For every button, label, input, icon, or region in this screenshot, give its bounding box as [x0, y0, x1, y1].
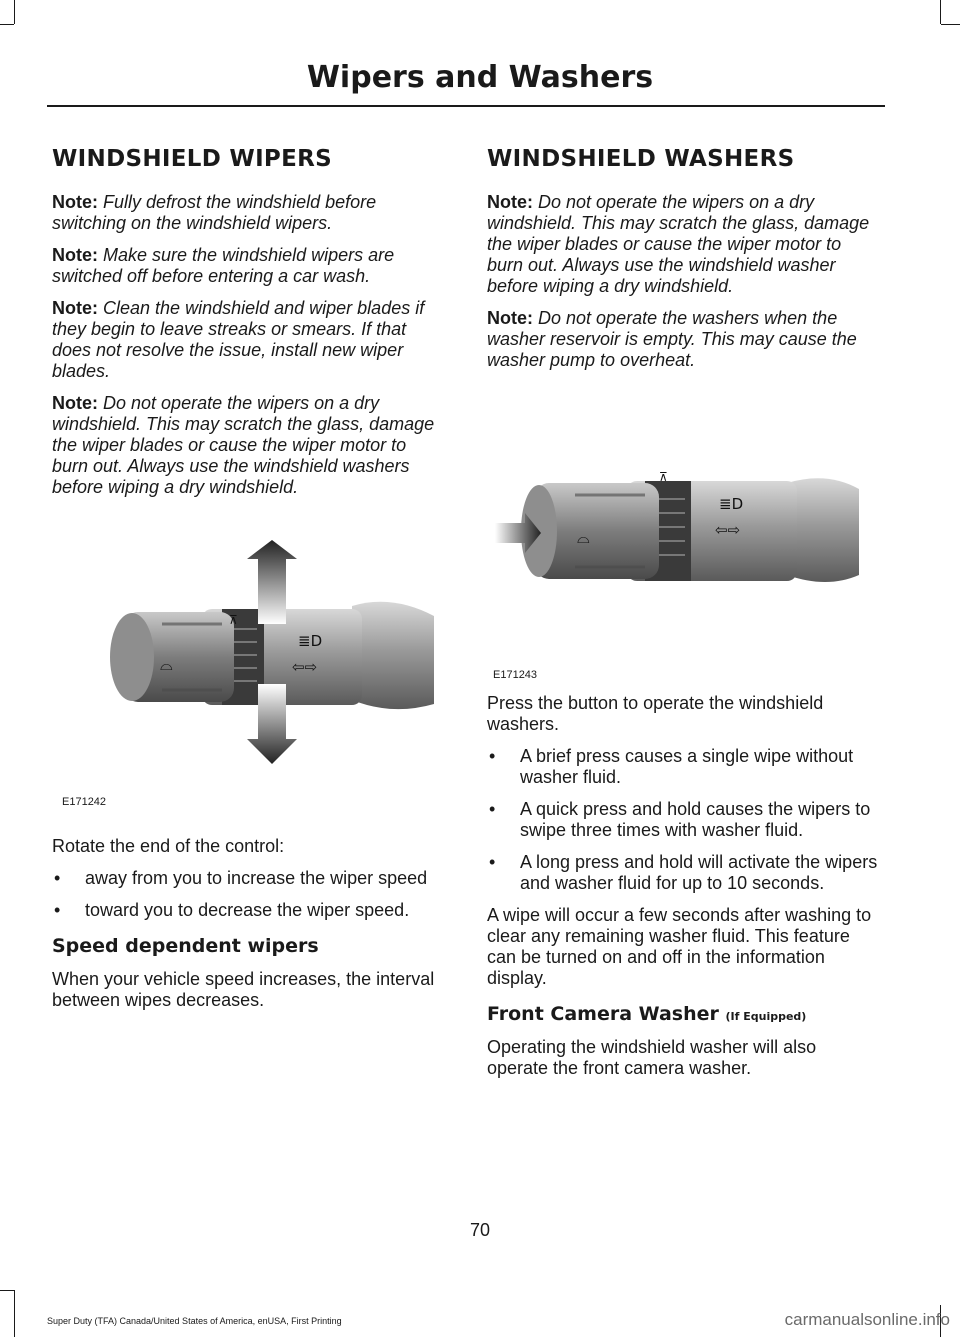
- paragraph: When your vehicle speed increases, the interval between wipes decreases.: [52, 969, 435, 1010]
- list-item: • away from you to increase the wiper speed: [52, 868, 446, 889]
- subheading-speed-dependent: Speed dependent wipers: [52, 935, 319, 957]
- washer-stalk-illustration: [487, 399, 881, 649]
- figure-code: E171243: [493, 669, 538, 681]
- paragraph: Rotate the end of the control:: [52, 836, 285, 856]
- svg-text:⌓: ⌓: [577, 528, 590, 547]
- list-item: • A quick press and hold causes the wipers to swipe three times with washer fluid.: [487, 799, 881, 841]
- watermark: carmanualsonline.info: [784, 1310, 950, 1329]
- wiper-stalk-rotate-figure: [52, 534, 446, 818]
- note: Note: Do not operate the washers when the washer reservoir is empty. This may cause the washer pump to overheat.: [487, 308, 857, 370]
- svg-text:⇦⇨: ⇦⇨: [292, 658, 318, 676]
- note: Note: Fully defrost the windshield before switching on the windshield wipers.: [52, 192, 377, 233]
- page-header-title: Wipers and Washers: [306, 60, 654, 95]
- crop-mark: [0, 24, 14, 25]
- washer-stalk-press-figure: [487, 399, 881, 689]
- note: Note: Make sure the windshield wipers are switched off before entering a car wash.: [52, 245, 395, 286]
- footer-text: Super Duty (TFA) Canada/United States of America, enUSA, First Printing: [47, 1316, 342, 1326]
- note: Note: Clean the windshield and wiper blades if they begin to leave streaks or smears. If that does not resolve the issue, install new wiper blades.: [52, 298, 425, 381]
- left-column: [52, 146, 446, 1022]
- paragraph: A wipe will occur a few seconds after washing to clear any remaining washer fluid. This feature can be turned on and off in the information display.: [487, 905, 872, 988]
- wiper-stalk-illustration: [52, 534, 446, 784]
- crop-mark: [14, 0, 15, 24]
- svg-text:≣D: ≣D: [719, 495, 744, 513]
- svg-text:≣D: ≣D: [298, 632, 323, 650]
- crop-mark: [941, 24, 960, 25]
- list-item: • A long press and hold will activate the wipers and washer fluid for up to 10 seconds.: [487, 852, 881, 894]
- right-column: [487, 146, 881, 1090]
- header-divider: [47, 105, 885, 107]
- page-number: 70: [469, 1220, 491, 1240]
- subheading-front-camera-washer: Front Camera Washer (If Equipped): [487, 1003, 807, 1025]
- svg-text:⊼: ⊼: [229, 613, 238, 627]
- bullet-list: [487, 746, 881, 894]
- paragraph: Press the button to operate the windshield washers.: [487, 693, 824, 734]
- svg-text:⊼: ⊼: [659, 470, 668, 484]
- list-item: • A brief press causes a single wipe without washer fluid.: [487, 746, 881, 788]
- note: Note: Do not operate the wipers on a dry windshield. This may scratch the glass, damage the wiper blades or cause the wiper motor to burn out. Always use the windshield washer before wiping a dry windshield.: [487, 192, 870, 296]
- note: Note: Do not operate the wipers on a dry windshield. This may scratch the glass, damage the wiper blades or cause the wiper motor to burn out. Always use the windshield washers before wiping a dry windshield.: [52, 393, 435, 497]
- section-heading-wipers: WINDSHIELD WIPERS: [52, 146, 332, 172]
- bullet-list: [52, 868, 446, 921]
- svg-text:⇦⇨: ⇦⇨: [715, 521, 741, 539]
- section-heading-washers: WINDSHIELD WASHERS: [487, 146, 795, 172]
- list-item: • toward you to decrease the wiper speed.: [52, 900, 446, 921]
- crop-mark: [940, 0, 941, 24]
- svg-text:⌓: ⌓: [160, 655, 173, 674]
- figure-code: E171242: [62, 796, 107, 808]
- crop-mark: [14, 1290, 15, 1337]
- crop-mark: [0, 1290, 14, 1291]
- paragraph: Operating the windshield washer will also operate the front camera washer.: [487, 1037, 817, 1078]
